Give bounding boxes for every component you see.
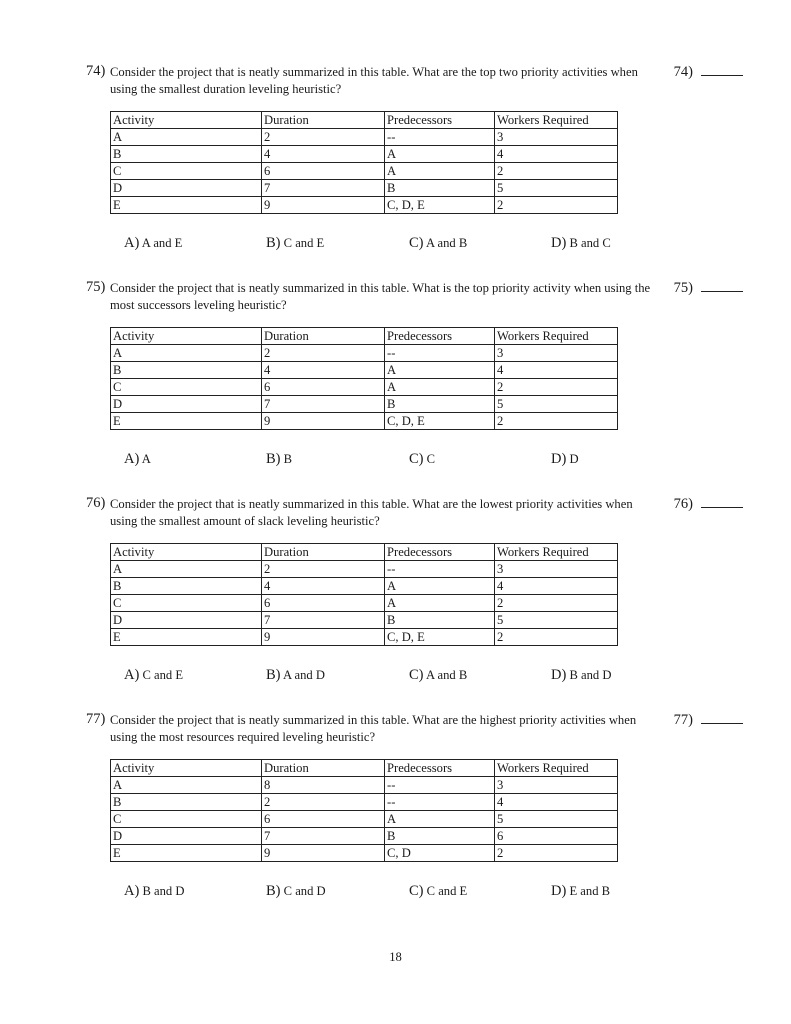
choice-text: C and E (142, 668, 184, 682)
table-header-cell: Workers Required (495, 112, 618, 129)
table-cell: A (385, 578, 495, 595)
table-cell: 3 (495, 129, 618, 146)
table-header-row (111, 328, 618, 345)
table-cell: B (385, 612, 495, 629)
table-cell: 5 (495, 612, 618, 629)
table-cell: 6 (262, 811, 385, 828)
table-row (111, 180, 618, 197)
choice-letter: B) (266, 667, 281, 683)
choice-b[interactable] (266, 667, 325, 684)
question-text: Consider the project that is neatly summarized in this table. What are the lowest priority activities when using the smallest amount of slack leveling heuristic? (110, 497, 633, 528)
choice-b[interactable] (266, 883, 326, 900)
answer-line[interactable] (701, 711, 743, 724)
table-cell: 9 (262, 845, 385, 862)
table-cell: 2 (495, 379, 618, 396)
table-cell: E (111, 629, 262, 646)
table-cell: 6 (262, 379, 385, 396)
table-row (111, 811, 618, 828)
table-row (111, 163, 618, 180)
table-cell: C, D (385, 845, 495, 862)
answer-blank (674, 495, 743, 513)
table-cell: 8 (262, 777, 385, 794)
table-header-cell: Duration (262, 112, 385, 129)
table-row (111, 197, 618, 214)
question-75 (86, 279, 751, 469)
answer-blank (674, 711, 743, 729)
table-cell: 3 (495, 345, 618, 362)
choice-letter: A) (124, 451, 140, 467)
question-number: 74) (86, 63, 106, 79)
choice-letter: C) (409, 883, 424, 899)
choice-letter: A) (124, 235, 140, 251)
table-cell: B (385, 828, 495, 845)
table-cell: 2 (262, 561, 385, 578)
table-row (111, 578, 618, 595)
table-header-cell: Workers Required (495, 328, 618, 345)
choice-b[interactable] (266, 235, 324, 252)
choice-c[interactable] (409, 883, 467, 900)
table-cell: B (111, 578, 262, 595)
table-header-cell: Activity (111, 760, 262, 777)
choice-letter: C) (409, 451, 424, 467)
table-cell: 2 (495, 595, 618, 612)
choice-letter: B) (266, 451, 281, 467)
activity-table (110, 327, 618, 430)
table-cell: 7 (262, 828, 385, 845)
choice-text: C and E (283, 236, 325, 250)
table-row (111, 845, 618, 862)
choice-a[interactable] (124, 451, 151, 468)
table-row (111, 561, 618, 578)
table-cell: 7 (262, 612, 385, 629)
table-cell: 4 (495, 578, 618, 595)
table-header-cell: Duration (262, 544, 385, 561)
table-cell: A (385, 146, 495, 163)
choice-text: E and B (569, 884, 611, 898)
table-cell: 4 (262, 362, 385, 379)
table-header-cell: Predecessors (385, 112, 495, 129)
table-header-cell: Duration (262, 328, 385, 345)
table-cell: 6 (262, 595, 385, 612)
choice-text: A (141, 452, 151, 466)
choice-a[interactable] (124, 235, 182, 252)
table-cell: B (111, 362, 262, 379)
table-header-cell: Activity (111, 544, 262, 561)
table-cell: C (111, 595, 262, 612)
choice-text: A and B (425, 668, 468, 682)
table-cell: C, D, E (385, 629, 495, 646)
table-header-cell: Duration (262, 760, 385, 777)
table-row (111, 379, 618, 396)
choice-a[interactable] (124, 667, 183, 684)
question-77 (86, 711, 751, 901)
table-cell: 6 (262, 163, 385, 180)
table-row (111, 612, 618, 629)
table-cell: C, D, E (385, 197, 495, 214)
table-cell: A (111, 345, 262, 362)
choice-d[interactable] (551, 451, 579, 468)
choice-letter: A) (124, 883, 140, 899)
choice-d[interactable] (551, 883, 610, 900)
table-cell: B (111, 794, 262, 811)
table-cell: D (111, 396, 262, 413)
table-row (111, 362, 618, 379)
table-cell: 2 (495, 845, 618, 862)
table-cell: 2 (495, 163, 618, 180)
table-cell: 5 (495, 811, 618, 828)
table-cell: 2 (262, 794, 385, 811)
choice-letter: D) (551, 667, 567, 683)
activity-table (110, 759, 618, 862)
activity-table (110, 543, 618, 646)
table-cell: -- (385, 777, 495, 794)
table-cell: 3 (495, 561, 618, 578)
table-row (111, 777, 618, 794)
choice-c[interactable] (409, 667, 467, 684)
table-cell: 4 (495, 146, 618, 163)
choice-letter: C) (409, 235, 424, 251)
table-cell: B (111, 146, 262, 163)
choice-text: A and D (282, 668, 325, 682)
table-row (111, 345, 618, 362)
choice-text: C and E (426, 884, 468, 898)
choice-text: B and D (569, 668, 612, 682)
question-74 (86, 63, 751, 253)
table-header-row (111, 544, 618, 561)
choice-text: A and B (425, 236, 468, 250)
table-cell: 7 (262, 396, 385, 413)
table-cell: 9 (262, 629, 385, 646)
choice-c[interactable] (409, 451, 435, 468)
table-cell: E (111, 845, 262, 862)
question-text: Consider the project that is neatly summarized in this table. What are the highest priority activities when using the most resources required leveling heuristic? (110, 713, 637, 744)
table-row (111, 595, 618, 612)
table-cell: A (111, 129, 262, 146)
table-cell: 2 (262, 345, 385, 362)
table-cell: A (385, 811, 495, 828)
page-number: 18 (389, 950, 402, 964)
table-cell: C, D, E (385, 413, 495, 430)
table-header-cell: Predecessors (385, 328, 495, 345)
table-header-row (111, 760, 618, 777)
choice-a[interactable] (124, 883, 184, 900)
choice-text: B and C (569, 236, 611, 250)
question-text: Consider the project that is neatly summarized in this table. What are the top two priority activities when using the smallest duration leveling heuristic? (110, 65, 638, 96)
table-cell: 2 (262, 129, 385, 146)
table-row (111, 828, 618, 845)
question-76 (86, 495, 751, 685)
table-row (111, 129, 618, 146)
table-cell: -- (385, 345, 495, 362)
table-cell: 5 (495, 180, 618, 197)
table-cell: 2 (495, 197, 618, 214)
table-row (111, 413, 618, 430)
answer-choices (124, 451, 684, 471)
table-cell: 5 (495, 396, 618, 413)
choice-letter: A) (124, 667, 140, 683)
answer-label: 77) (673, 712, 693, 728)
table-cell: A (385, 163, 495, 180)
answer-choices (124, 235, 684, 255)
table-cell: D (111, 828, 262, 845)
table-cell: -- (385, 129, 495, 146)
table-cell: D (111, 612, 262, 629)
table-cell: 6 (495, 828, 618, 845)
choice-d[interactable] (551, 667, 611, 684)
choice-text: C and D (283, 884, 326, 898)
table-cell: B (385, 396, 495, 413)
table-cell: D (111, 180, 262, 197)
table-header-cell: Predecessors (385, 760, 495, 777)
answer-choices (124, 667, 684, 687)
choice-letter: B) (266, 883, 281, 899)
table-cell: 9 (262, 413, 385, 430)
choice-letter: C) (409, 667, 424, 683)
choice-text: B and D (142, 884, 185, 898)
table-header-cell: Activity (111, 328, 262, 345)
answer-blank (674, 63, 743, 81)
answer-line[interactable] (701, 63, 743, 76)
table-cell: A (385, 362, 495, 379)
question-number: 75) (86, 279, 106, 295)
answer-choices (124, 883, 684, 903)
table-cell: 4 (262, 146, 385, 163)
table-header-row (111, 112, 618, 129)
table-row (111, 794, 618, 811)
activity-table (110, 111, 618, 214)
choice-text: C (426, 452, 436, 466)
table-cell: B (385, 180, 495, 197)
choice-letter: D) (551, 451, 567, 467)
table-header-cell: Predecessors (385, 544, 495, 561)
answer-label: 75) (673, 280, 693, 296)
question-number: 77) (86, 711, 106, 727)
table-cell: E (111, 413, 262, 430)
table-cell: 3 (495, 777, 618, 794)
table-header-cell: Activity (111, 112, 262, 129)
table-cell: 4 (495, 362, 618, 379)
answer-label: 74) (673, 64, 693, 80)
table-cell: C (111, 163, 262, 180)
table-header-cell: Workers Required (495, 760, 618, 777)
table-cell: 9 (262, 197, 385, 214)
table-cell: A (111, 561, 262, 578)
table-row (111, 396, 618, 413)
answer-line[interactable] (701, 495, 743, 508)
answer-line[interactable] (701, 279, 743, 292)
table-cell: -- (385, 794, 495, 811)
table-cell: A (111, 777, 262, 794)
choice-d[interactable] (551, 235, 611, 252)
table-row (111, 146, 618, 163)
choice-c[interactable] (409, 235, 467, 252)
table-cell: 2 (495, 629, 618, 646)
answer-label: 76) (673, 496, 693, 512)
table-cell: A (385, 595, 495, 612)
choice-letter: B) (266, 235, 281, 251)
choice-text: A and E (141, 236, 183, 250)
answer-blank (674, 279, 743, 297)
choice-text: B (283, 452, 293, 466)
choice-letter: D) (551, 883, 567, 899)
choice-letter: D) (551, 235, 567, 251)
table-cell: E (111, 197, 262, 214)
table-cell: A (385, 379, 495, 396)
question-number: 76) (86, 495, 106, 511)
table-cell: C (111, 379, 262, 396)
choice-text: D (569, 452, 579, 466)
table-cell: C (111, 811, 262, 828)
table-cell: 4 (262, 578, 385, 595)
question-text: Consider the project that is neatly summarized in this table. What is the top priority activity when using the most successors leveling heuristic? (110, 281, 651, 312)
table-cell: 4 (495, 794, 618, 811)
table-header-cell: Workers Required (495, 544, 618, 561)
table-cell: 7 (262, 180, 385, 197)
table-cell: -- (385, 561, 495, 578)
choice-b[interactable] (266, 451, 292, 468)
table-cell: 2 (495, 413, 618, 430)
table-row (111, 629, 618, 646)
